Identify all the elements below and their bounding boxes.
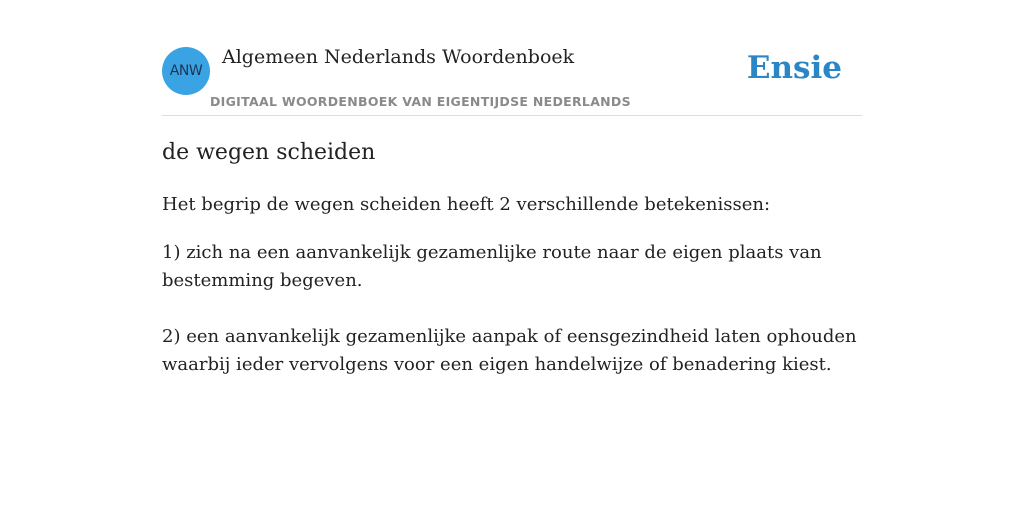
anw-logo[interactable] [162, 47, 210, 95]
page-container [162, 0, 862, 375]
definition-item: 2) een aanvankelijk gezamenlijke aanpak of eensgezindheid laten ophouden waarbij ieder vervolgens voor een eigen handelwijze of benadering kiest. [162, 326, 857, 375]
definitions-list [162, 239, 862, 407]
logo-text: ANW [169, 63, 203, 79]
site-title[interactable]: Algemeen Nederlands Woordenboek [222, 46, 575, 68]
site-header [162, 0, 862, 116]
entry-intro: Het begrip de wegen scheiden heeft 2 verschillende betekenissen: [162, 194, 771, 215]
definition-item: 1) zich na een aanvankelijk gezamenlijke route naar de eigen plaats van bestemming begeven. [162, 242, 822, 291]
ensie-brand-logo[interactable]: Ensie [746, 50, 842, 86]
entry-title: de wegen scheiden [162, 140, 376, 165]
site-subtitle: DIGITAAL WOORDENBOEK VAN EIGENTIJDSE NEDERLANDS [210, 94, 631, 109]
